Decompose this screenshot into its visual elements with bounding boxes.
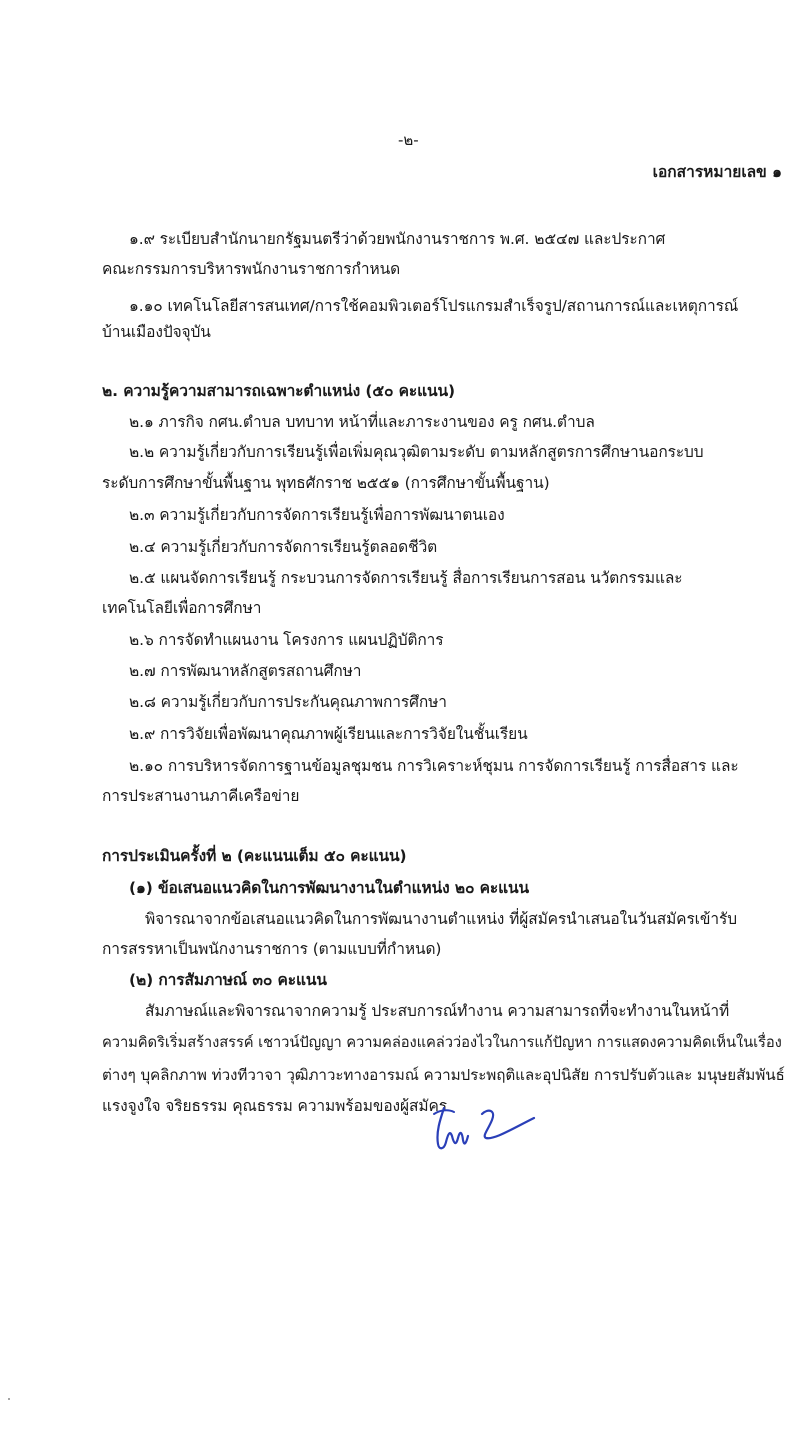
item-2-2-line2: ระดับการศึกษาขั้นพื้นฐาน พุทธศักราช ๒๕๕๑ (การศึกษาขั้นพื้นฐาน) [102,474,550,492]
assessment-part2-line4: แรงจูงใจ จริยธรรม คุณธรรม ความพร้อมของผู้สมัคร [102,1097,447,1115]
page-number: -๒- [398,131,419,149]
item-2-3: ๒.๓ ความรู้เกี่ยวกับการจัดการเรียนรู้เพื่อการพัฒนาตนเอง [129,506,505,524]
item-1-9-line2: คณะกรรมการบริหารพนักงานราชการกำหนด [102,260,401,278]
item-2-1: ๒.๑ ภารกิจ กศน.ตำบล บทบาท หน้าที่และภาระงานของ ครู กศน.ตำบล [129,413,595,431]
assessment-part1-heading: (๑) ข้อเสนอแนวคิดในการพัฒนางานในตำแหน่ง ๒๐ คะแนน [129,879,530,897]
section-2-heading: ๒. ความรู้ความสามารถเฉพาะตำแหน่ง (๕๐ คะแนน) [102,382,455,400]
item-2-8: ๒.๘ ความรู้เกี่ยวกับการประกันคุณภาพการศึกษา [129,693,447,711]
assessment-part1-line1: พิจารณาจากข้อเสนอแนวคิดในการพัฒนางานตำแหน่ง ที่ผู้สมัครนำเสนอในวันสมัครเข้ารับ [145,910,737,928]
item-2-10-line2: การประสานงานภาคีเครือข่าย [102,787,300,805]
assessment-part2-heading: (๒) การสัมภาษณ์ ๓๐ คะแนน [129,971,327,989]
assessment-part2-line3: ต่างๆ บุคลิกภาพ ท่วงทีวาจา วุฒิภาวะทางอารมณ์ ความประพฤติและอุปนิสัย การปรับตัวและ มนุษยสัมพันธ์ [102,1066,785,1084]
handwritten-signature [430,1100,540,1160]
item-2-4: ๒.๔ ความรู้เกี่ยวกับการจัดการเรียนรู้ตลอดชีวิต [129,538,438,556]
item-2-5-line2: เทคโนโลยีเพื่อการศึกษา [102,599,262,617]
document-number: เอกสารหมายเลข ๑ [652,163,782,181]
assessment-part2-line2: ความคิดริเริ่มสร้างสรรค์ เชาวน์ปัญญา ความคล่องแคล่วว่องไวในการแก้ปัญหา การแสดงความคิดเห็นในเรื่อง [102,1034,782,1051]
item-2-10-line1: ๒.๑๐ การบริหารจัดการฐานข้อมูลชุมชน การวิเคราะห์ชุมน การจัดการเรียนรู้ การสื่อสาร และ [129,757,739,775]
assessment-2-heading: การประเมินครั้งที่ ๒ (คะแนนเต็ม ๕๐ คะแนน) [102,847,407,865]
item-2-5-line1: ๒.๕ แผนจัดการเรียนรู้ กระบวนการจัดการเรียนรู้ สื่อการเรียนการสอน นวัตกรรมและ [129,569,683,587]
assessment-part2-line1: สัมภาษณ์และพิจารณาจากความรู้ ประสบการณ์ทำงาน ความสามารถที่จะทำงานในหน้าที่ [145,1002,730,1020]
item-2-7: ๒.๗ การพัฒนาหลักสูตรสถานศึกษา [129,662,362,680]
item-2-9: ๒.๙ การวิจัยเพื่อพัฒนาคุณภาพผู้เรียนและการวิจัยในชั้นเรียน [129,725,528,743]
item-2-6: ๒.๖ การจัดทำแผนงาน โครงการ แผนปฏิบัติการ [129,631,444,649]
assessment-part1-line2: การสรรหาเป็นพนักงานราชการ (ตามแบบที่กำหนด) [102,940,442,958]
item-1-9-line1: ๑.๙ ระเบียบสำนักนายกรัฐมนตรีว่าด้วยพนักงานราชการ พ.ศ. ๒๕๔๗ และประกาศ [129,230,666,248]
scan-speck [8,1398,10,1400]
item-1-10-line2: บ้านเมืองปัจจุบัน [102,323,211,341]
item-1-10-line1: ๑.๑๐ เทคโนโลยีสารสนเทศ/การใช้คอมพิวเตอร์โปรแกรมสำเร็จรูป/สถานการณ์และเหตุการณ์ [129,297,739,315]
item-2-2-line1: ๒.๒ ความรู้เกี่ยวกับการเรียนรู้เพื่อเพิ่มคุณวุฒิตามระดับ ตามหลักสูตรการศึกษานอกระบบ [129,443,704,461]
